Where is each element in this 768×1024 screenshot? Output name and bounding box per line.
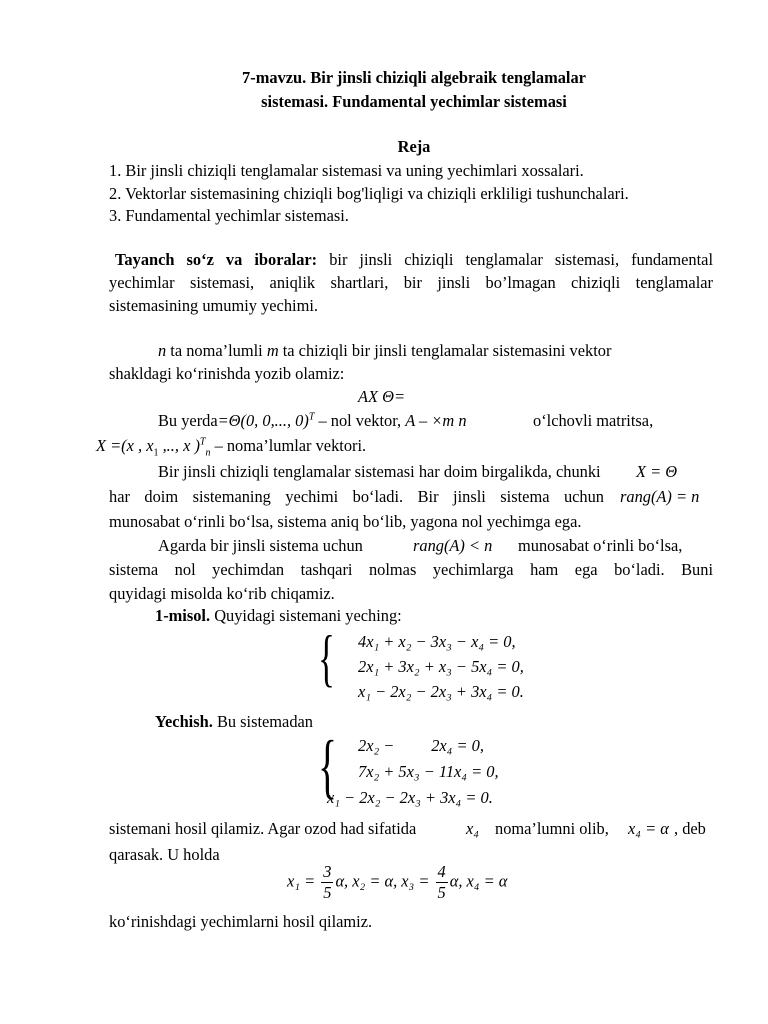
solution-label: Yechish. (155, 712, 213, 731)
fraction-3-5-den: 5 (323, 883, 332, 902)
p1-math-1: X = Θ (636, 462, 678, 481)
intro-text-b: ta chiziqli bir jinsli tenglamalar sistemasini vektor (278, 341, 612, 360)
bu-line (158, 411, 467, 432)
after-math-2: x₄ = α (628, 819, 669, 838)
p1-math-2: rang(A) = n (620, 487, 700, 506)
var-n: n (158, 341, 167, 360)
system-1-eq-1: 4x₁ + x₂ − 3x₃ − x₄ = 0, (358, 632, 516, 651)
fraction-4-5-den: 5 (437, 883, 446, 902)
solution-text: Bu sistemadan (212, 712, 313, 731)
system-2-eq-1: 2x₂ − 2x₄ = 0, (358, 736, 484, 755)
fraction-4-5-num: 4 (437, 862, 446, 881)
keywords-text-1: bir jinsli chiziqli tenglamalar sistemasi, fundamental (317, 250, 714, 269)
plan-item-1: 1. Bir jinsli chiziqli tenglamalar sistemasi va uning yechimlari xossalari. (109, 161, 584, 180)
after-line-1a: sistemani hosil qilamiz. Agar ozod had sifatida (109, 819, 417, 838)
after-line-2: qarasak. U holda (109, 845, 220, 864)
x-vector-b: ,.., x ) (158, 436, 200, 455)
keywords-line-2: yechimlar sistemasi, aniqlik shartlari, bir jinsli bo’lmagan chiziqli tenglamalar (109, 273, 713, 292)
system-2-eq-3: x₁ − 2x₂ − 2x₃ + 3x₄ = 0. (327, 788, 493, 807)
system-1-eq-3: x₁ − 2x₂ − 2x₃ + 3x₄ = 0. (358, 682, 524, 701)
fraction-4-5 (436, 862, 448, 903)
intro-line-2: shakldagi ko‘rinishda yozib olamiz: (109, 364, 345, 383)
p2-math-1: rang(A) < n (413, 536, 493, 555)
intro-line-1 (158, 341, 762, 362)
result-end: α, x₄ = α (449, 871, 508, 891)
example-line (155, 606, 402, 627)
plan-item-3: 3. Fundamental yechimlar sistemasi. (109, 206, 349, 225)
result-mid: α, x₂ = α, x₃ = (335, 871, 430, 891)
transpose-sup-2: T (199, 436, 206, 448)
keywords-line-1 (109, 250, 713, 271)
matrix-dim: A – ×m n (405, 411, 467, 430)
plan-heading: Reja (397, 137, 431, 156)
bu-zero-vector: – nol vektor, (314, 411, 406, 430)
system-2-eq-2: 7x₂ + 5x₃ − 11x₄ = 0, (358, 762, 499, 781)
p1-line-3: munosabat o‘rinli bo‘lsa, sistema aniq bo‘lib, yagona nol yechimga ega. (109, 512, 582, 531)
p2-line-1a: Agarda bir jinsli sistema uchun (158, 536, 363, 555)
bu-matrix-text: o‘lchovli matritsa, (533, 411, 654, 430)
after-line-1c: , deb (674, 819, 706, 838)
p1-line-2: har doim sistemaning yechimi bo‘ladi. Bir jinsli sistema uchun (109, 487, 604, 506)
bu-text: Bu yerda (158, 411, 218, 430)
plan-item-2: 2. Vektorlar sistemasining chiziqli bog'liqligi va chiziqli erkliligi tushunchalari. (109, 184, 629, 203)
x-vector-a: X =(x , x (96, 436, 154, 455)
theta-def: =Θ(0, 0,..., 0) (217, 411, 309, 430)
p1-line-1: Bir jinsli chiziqli tenglamalar sistemasi har doim birgalikda, chunki (158, 462, 601, 481)
title-line-1: 7-mavzu. Bir jinsli chiziqli algebraik tenglamalar (242, 68, 586, 87)
example-label: 1-misol. (155, 606, 211, 625)
intro-text-a: ta noma’lumli (166, 341, 267, 360)
after-line-1b: noma’lumni olib, (495, 819, 609, 838)
final-line: ko‘rinishdagi yechimlarni hosil qilamiz. (109, 912, 373, 931)
equation-ax: AX Θ= (358, 387, 406, 406)
after-math-1: x₄ (466, 819, 479, 838)
solution-line (155, 712, 313, 733)
keywords-label: Tayanch so‘z va iboralar: (115, 250, 318, 269)
fraction-3-5-num: 3 (323, 862, 332, 881)
fraction-3-5 (321, 862, 333, 903)
result-x1: x₁ = (287, 871, 316, 891)
system-1-eq-2: 2x₁ + 3x₂ + x₃ − 5x₄ = 0, (358, 657, 524, 676)
sub-1: 1 (153, 447, 159, 459)
keywords-line-3: sistemasining umumiy yechimi. (109, 296, 318, 315)
p2-line-1b: munosabat o‘rinli bo‘lsa, (518, 536, 683, 555)
p2-line-3: quyidagi misolda ko‘rib chiqamiz. (109, 584, 335, 603)
title-line-2: sistemasi. Fundamental yechimlar sistemasi (261, 92, 567, 111)
transpose-sup: T (308, 411, 315, 423)
left-brace-1: { (318, 622, 335, 693)
x-vector-desc: – noma’lumlar vektori. (210, 436, 367, 455)
x-vector-line (96, 436, 366, 460)
result-formula (287, 862, 507, 903)
example-text: Quyidagi sistemani yeching: (210, 606, 402, 625)
var-m: m (266, 341, 279, 360)
p2-line-2: sistema nol yechimdan tashqari nolmas yechimlarga ham ega bo‘ladi. Buni (109, 560, 713, 579)
left-brace-2: { (318, 726, 338, 806)
sub-n: n (205, 447, 211, 459)
